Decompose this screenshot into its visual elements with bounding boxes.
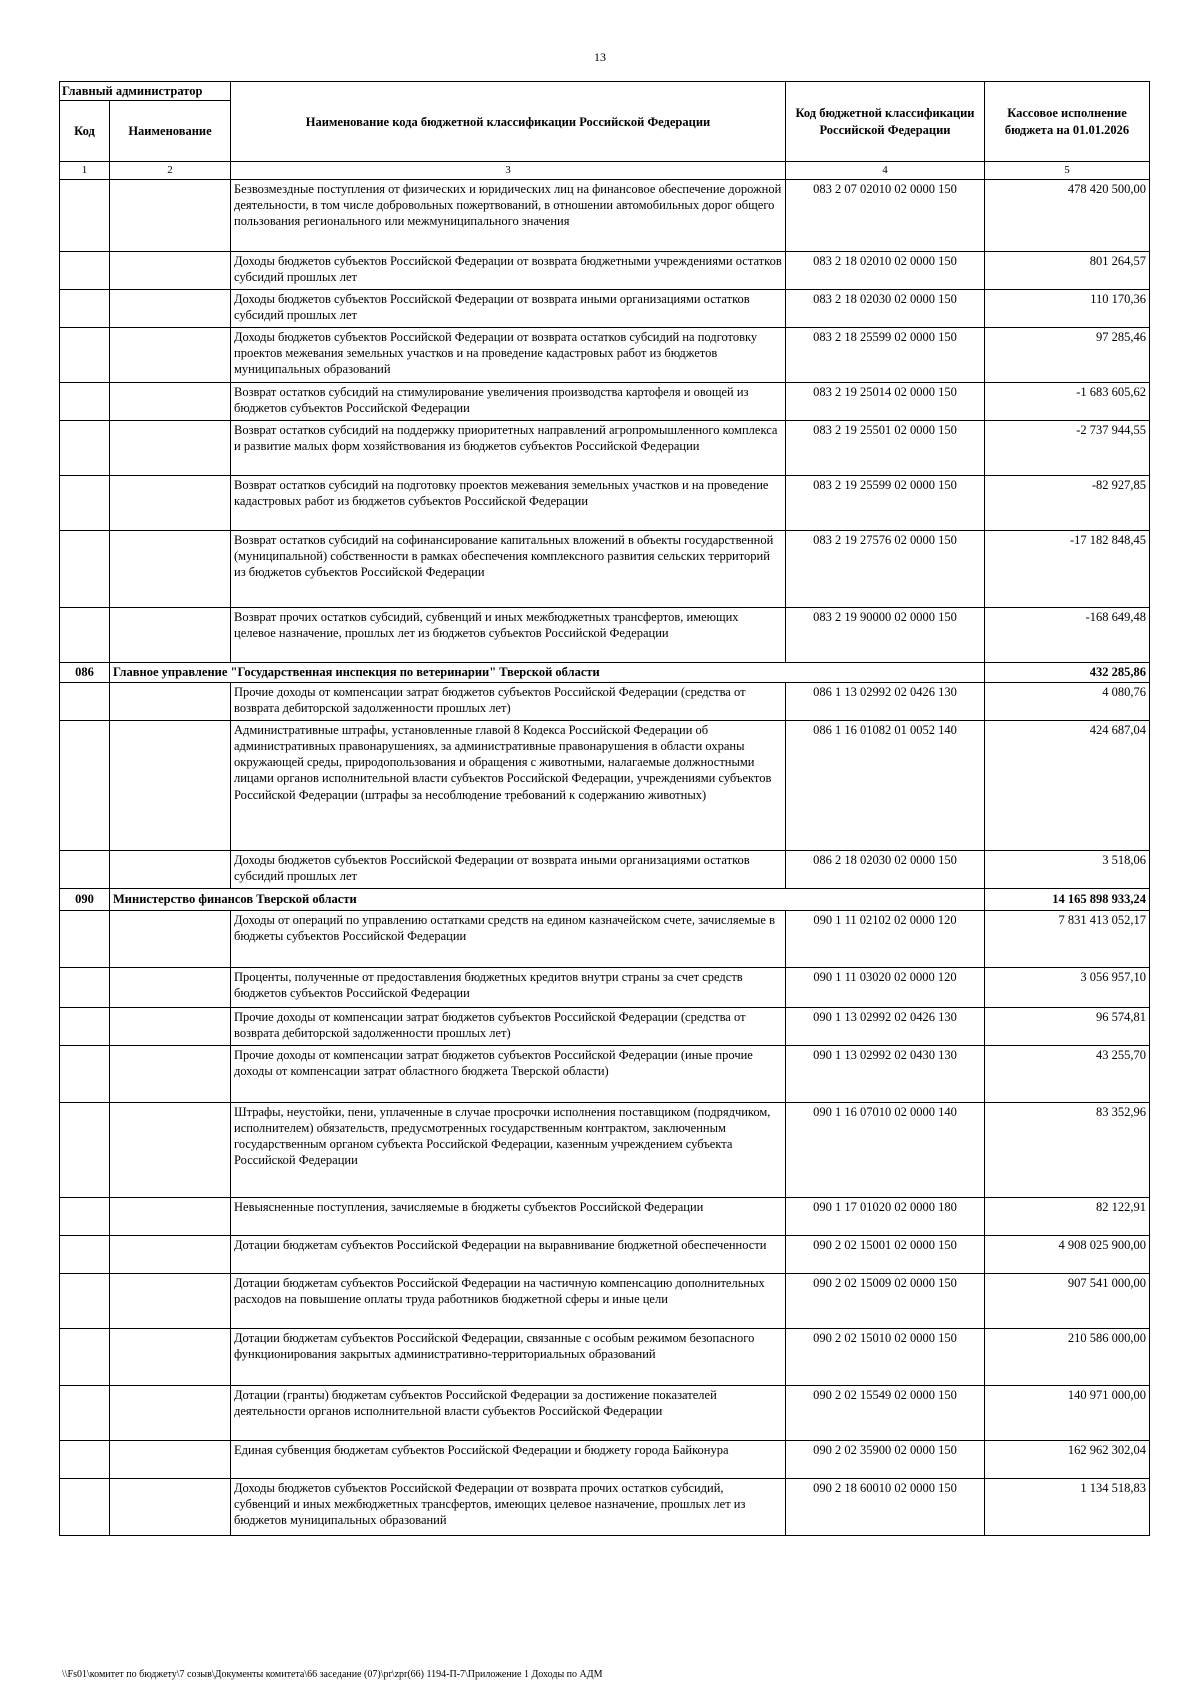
item-name: Доходы бюджетов субъектов Российской Федерации от возврата прочих остатков субсидий, субвенций и иных межбюджетных трансфертов, имеющих целевое назначение, прошлых лет из бюджетов муниципальных образований bbox=[231, 1478, 786, 1535]
table-row bbox=[60, 1385, 1150, 1440]
item-amount: 907 541 000,00 bbox=[985, 1273, 1150, 1328]
item-budget-code: 083 2 18 25599 02 0000 150 bbox=[786, 327, 985, 382]
item-amount: 140 971 000,00 bbox=[985, 1385, 1150, 1440]
empty-code-cell bbox=[60, 720, 110, 850]
empty-name-cell bbox=[110, 967, 231, 1007]
table-row bbox=[60, 530, 1150, 607]
empty-name-cell bbox=[110, 1102, 231, 1197]
item-budget-code: 083 2 19 90000 02 0000 150 bbox=[786, 607, 985, 662]
empty-code-cell bbox=[60, 682, 110, 720]
item-amount: 43 255,70 bbox=[985, 1045, 1150, 1102]
table-row bbox=[60, 682, 1150, 720]
empty-name-cell bbox=[110, 1478, 231, 1535]
item-name: Доходы бюджетов субъектов Российской Федерации от возврата остатков субсидий на подготовку проектов межевания земельных участков и на проведение кадастровых работ из бюджетов муниципальных образований bbox=[231, 327, 786, 382]
empty-code-cell bbox=[60, 1273, 110, 1328]
empty-code-cell bbox=[60, 475, 110, 530]
item-name: Дотации бюджетам субъектов Российской Федерации на выравнивание бюджетной обеспеченности bbox=[231, 1235, 786, 1273]
table-row bbox=[60, 1440, 1150, 1478]
item-name: Возврат остатков субсидий на стимулирование увеличения производства картофеля и овощей из бюджетов субъектов Российской Федерации bbox=[231, 382, 786, 420]
column-number: 1 bbox=[60, 162, 110, 179]
item-name: Дотации бюджетам субъектов Российской Федерации на частичную компенсацию дополнительных расходов на повышение оплаты труда работников бюджетной сферы и иные цели bbox=[231, 1273, 786, 1328]
empty-name-cell bbox=[110, 420, 231, 475]
item-name: Прочие доходы от компенсации затрат бюджетов субъектов Российской Федерации (средства от возврата дебиторской задолженности прошлых лет) bbox=[231, 1007, 786, 1045]
item-amount: -1 683 605,62 bbox=[985, 382, 1150, 420]
item-name: Возврат прочих остатков субсидий, субвенций и иных межбюджетных трансфертов, имеющих целевое назначение, прошлых лет из бюджетов субъектов Российской Федерации bbox=[231, 607, 786, 662]
header-budget-code: Код бюджетной классификации Российской Федерации bbox=[786, 82, 985, 162]
admin-total: 14 165 898 933,24 bbox=[985, 888, 1150, 910]
item-budget-code: 083 2 18 02010 02 0000 150 bbox=[786, 251, 985, 289]
item-amount: 97 285,46 bbox=[985, 327, 1150, 382]
empty-name-cell bbox=[110, 682, 231, 720]
item-amount: 3 518,06 bbox=[985, 850, 1150, 888]
item-name: Единая субвенция бюджетам субъектов Российской Федерации и бюджету города Байконура bbox=[231, 1440, 786, 1478]
item-budget-code: 083 2 19 25501 02 0000 150 bbox=[786, 420, 985, 475]
item-budget-code: 090 2 02 15010 02 0000 150 bbox=[786, 1328, 985, 1385]
item-budget-code: 090 1 16 07010 02 0000 140 bbox=[786, 1102, 985, 1197]
table-row bbox=[60, 1478, 1150, 1535]
item-budget-code: 083 2 19 25014 02 0000 150 bbox=[786, 382, 985, 420]
item-amount: 424 687,04 bbox=[985, 720, 1150, 850]
item-name: Возврат остатков субсидий на софинансирование капитальных вложений в объекты государственной (муниципальной) собственности в рамках обеспечения комплексного развития сельских территорий из бюджетов субъектов Российской Федерации bbox=[231, 530, 786, 607]
empty-name-cell bbox=[110, 289, 231, 327]
empty-code-cell bbox=[60, 1235, 110, 1273]
empty-name-cell bbox=[110, 607, 231, 662]
empty-name-cell bbox=[110, 1235, 231, 1273]
column-number: 5 bbox=[985, 162, 1150, 179]
item-budget-code: 090 1 13 02992 02 0426 130 bbox=[786, 1007, 985, 1045]
empty-code-cell bbox=[60, 607, 110, 662]
empty-code-cell bbox=[60, 179, 110, 251]
item-amount: 82 122,91 bbox=[985, 1197, 1150, 1235]
table-row bbox=[60, 475, 1150, 530]
header-classification-name: Наименование кода бюджетной классификации Российской Федерации bbox=[231, 82, 786, 162]
empty-code-cell bbox=[60, 420, 110, 475]
item-budget-code: 090 2 02 15549 02 0000 150 bbox=[786, 1385, 985, 1440]
header-main-admin: Главный администратор bbox=[60, 82, 231, 101]
item-name: Возврат остатков субсидий на поддержку приоритетных направлений агропромышленного комплекса и развитие малых форм хозяйствования из бюджетов субъектов Российской Федерации bbox=[231, 420, 786, 475]
item-budget-code: 090 2 02 15009 02 0000 150 bbox=[786, 1273, 985, 1328]
empty-code-cell bbox=[60, 1328, 110, 1385]
table-row bbox=[60, 179, 1150, 251]
item-amount: 478 420 500,00 bbox=[985, 179, 1150, 251]
table-row bbox=[60, 420, 1150, 475]
item-name: Дотации бюджетам субъектов Российской Федерации, связанные с особым режимом безопасного функционирования закрытых административно-территориальных образований bbox=[231, 1328, 786, 1385]
item-name: Возврат остатков субсидий на подготовку проектов межевания земельных участков и на проведение кадастровых работ из бюджетов субъектов Российской Федерации bbox=[231, 475, 786, 530]
item-amount: 4 080,76 bbox=[985, 682, 1150, 720]
table-row bbox=[60, 1102, 1150, 1197]
item-name: Доходы бюджетов субъектов Российской Федерации от возврата иными организациями остатков субсидий прошлых лет bbox=[231, 850, 786, 888]
empty-code-cell bbox=[60, 967, 110, 1007]
empty-code-cell bbox=[60, 382, 110, 420]
empty-name-cell bbox=[110, 530, 231, 607]
item-amount: -17 182 848,45 bbox=[985, 530, 1150, 607]
item-amount: 83 352,96 bbox=[985, 1102, 1150, 1197]
empty-code-cell bbox=[60, 910, 110, 967]
item-amount: -2 737 944,55 bbox=[985, 420, 1150, 475]
table-row bbox=[60, 910, 1150, 967]
page-number: 13 bbox=[594, 50, 606, 64]
table-row bbox=[60, 1328, 1150, 1385]
empty-name-cell bbox=[110, 1385, 231, 1440]
admin-total: 432 285,86 bbox=[985, 662, 1150, 682]
empty-name-cell bbox=[110, 251, 231, 289]
admin-row bbox=[60, 662, 1150, 682]
empty-name-cell bbox=[110, 910, 231, 967]
empty-code-cell bbox=[60, 1197, 110, 1235]
item-budget-code: 083 2 07 02010 02 0000 150 bbox=[786, 179, 985, 251]
item-budget-code: 090 1 13 02992 02 0430 130 bbox=[786, 1045, 985, 1102]
budget-table bbox=[59, 81, 1150, 1536]
item-amount: -82 927,85 bbox=[985, 475, 1150, 530]
admin-name: Главное управление "Государственная инспекция по ветеринарии" Тверской области bbox=[110, 662, 985, 682]
column-number: 2 bbox=[110, 162, 231, 179]
item-amount: 110 170,36 bbox=[985, 289, 1150, 327]
item-budget-code: 090 1 17 01020 02 0000 180 bbox=[786, 1197, 985, 1235]
empty-name-cell bbox=[110, 179, 231, 251]
table-row bbox=[60, 967, 1150, 1007]
table-row bbox=[60, 720, 1150, 850]
empty-code-cell bbox=[60, 1440, 110, 1478]
admin-code: 090 bbox=[60, 888, 110, 910]
item-amount: 96 574,81 bbox=[985, 1007, 1150, 1045]
item-name: Доходы от операций по управлению остатками средств на едином казначейском счете, зачисляемые в бюджеты субъектов Российской Федерации bbox=[231, 910, 786, 967]
column-number: 4 bbox=[786, 162, 985, 179]
table-row bbox=[60, 251, 1150, 289]
item-name: Доходы бюджетов субъектов Российской Федерации от возврата бюджетными учреждениями остатков субсидий прошлых лет bbox=[231, 251, 786, 289]
table-row bbox=[60, 327, 1150, 382]
item-name: Невыясненные поступления, зачисляемые в бюджеты субъектов Российской Федерации bbox=[231, 1197, 786, 1235]
table-row bbox=[60, 850, 1150, 888]
empty-code-cell bbox=[60, 1007, 110, 1045]
empty-code-cell bbox=[60, 1045, 110, 1102]
header-code: Код bbox=[60, 101, 110, 162]
item-amount: 7 831 413 052,17 bbox=[985, 910, 1150, 967]
table-row bbox=[60, 1045, 1150, 1102]
item-amount: 210 586 000,00 bbox=[985, 1328, 1150, 1385]
empty-code-cell bbox=[60, 289, 110, 327]
empty-code-cell bbox=[60, 530, 110, 607]
header-name: Наименование bbox=[110, 101, 231, 162]
item-amount: -168 649,48 bbox=[985, 607, 1150, 662]
item-name: Безвозмездные поступления от физических и юридических лиц на финансовое обеспечение дорожной деятельности, в том числе добровольных пожертвований, в отношении автомобильных дорог общего пользования регионального или межмуниципального значения bbox=[231, 179, 786, 251]
item-name: Проценты, полученные от предоставления бюджетных кредитов внутри страны за счет средств бюджетов субъектов Российской Федерации bbox=[231, 967, 786, 1007]
table-body bbox=[60, 179, 1150, 1535]
empty-name-cell bbox=[110, 1328, 231, 1385]
admin-row bbox=[60, 888, 1150, 910]
empty-code-cell bbox=[60, 327, 110, 382]
table-row bbox=[60, 1235, 1150, 1273]
empty-name-cell bbox=[110, 1273, 231, 1328]
admin-name: Министерство финансов Тверской области bbox=[110, 888, 985, 910]
item-budget-code: 090 2 18 60010 02 0000 150 bbox=[786, 1478, 985, 1535]
footer-path: \\Fs01\комитет по бюджету\7 созыв\Документы комитета\66 заседание (07)\pr\zpr(66) 1194-П-7\Приложение 1 Доходы по АДМ bbox=[62, 1669, 603, 1680]
table-row bbox=[60, 1273, 1150, 1328]
item-name: Прочие доходы от компенсации затрат бюджетов субъектов Российской Федерации (средства от возврата дебиторской задолженности прошлых лет) bbox=[231, 682, 786, 720]
table-row bbox=[60, 382, 1150, 420]
table-row bbox=[60, 289, 1150, 327]
item-amount: 1 134 518,83 bbox=[985, 1478, 1150, 1535]
item-budget-code: 083 2 18 02030 02 0000 150 bbox=[786, 289, 985, 327]
empty-name-cell bbox=[110, 1197, 231, 1235]
empty-code-cell bbox=[60, 1478, 110, 1535]
item-budget-code: 090 2 02 35900 02 0000 150 bbox=[786, 1440, 985, 1478]
item-amount: 801 264,57 bbox=[985, 251, 1150, 289]
item-name: Прочие доходы от компенсации затрат бюджетов субъектов Российской Федерации (иные прочие доходы от компенсации затрат областного бюджета Тверской области) bbox=[231, 1045, 786, 1102]
item-name: Штрафы, неустойки, пени, уплаченные в случае просрочки исполнения поставщиком (подрядчиком, исполнителем) обязательств, предусмотренных государственным контрактом, заключенным государственным органом субъекта Российской Федерации, казенным учреждением субъекта Российской Федерации bbox=[231, 1102, 786, 1197]
empty-code-cell bbox=[60, 1385, 110, 1440]
table-row bbox=[60, 1197, 1150, 1235]
empty-name-cell bbox=[110, 1440, 231, 1478]
empty-name-cell bbox=[110, 720, 231, 850]
item-budget-code: 086 1 13 02992 02 0426 130 bbox=[786, 682, 985, 720]
item-name: Административные штрафы, установленные главой 8 Кодекса Российской Федерации об административных правонарушениях, за административные правонарушения в области охраны окружающей среды, природопользования и обращения с животными, налагаемые должностными лицами органов исполнительной власти субъектов Российской Федерации, учреждениями субъектов Российской Федерации (штрафы за несоблюдение требований к содержанию животных) bbox=[231, 720, 786, 850]
empty-name-cell bbox=[110, 327, 231, 382]
item-amount: 3 056 957,10 bbox=[985, 967, 1150, 1007]
item-name: Доходы бюджетов субъектов Российской Федерации от возврата иными организациями остатков субсидий прошлых лет bbox=[231, 289, 786, 327]
empty-code-cell bbox=[60, 1102, 110, 1197]
item-budget-code: 086 2 18 02030 02 0000 150 bbox=[786, 850, 985, 888]
empty-name-cell bbox=[110, 1045, 231, 1102]
item-amount: 4 908 025 900,00 bbox=[985, 1235, 1150, 1273]
empty-name-cell bbox=[110, 850, 231, 888]
item-name: Дотации (гранты) бюджетам субъектов Российской Федерации за достижение показателей деятельности органов исполнительной власти субъектов Российской Федерации bbox=[231, 1385, 786, 1440]
item-budget-code: 083 2 19 27576 02 0000 150 bbox=[786, 530, 985, 607]
header-execution: Кассовое исполнение бюджета на 01.01.2026 bbox=[985, 82, 1150, 162]
item-budget-code: 090 1 11 03020 02 0000 120 bbox=[786, 967, 985, 1007]
empty-name-cell bbox=[110, 475, 231, 530]
table-row bbox=[60, 1007, 1150, 1045]
item-budget-code: 090 2 02 15001 02 0000 150 bbox=[786, 1235, 985, 1273]
empty-name-cell bbox=[110, 1007, 231, 1045]
item-budget-code: 086 1 16 01082 01 0052 140 bbox=[786, 720, 985, 850]
item-budget-code: 090 1 11 02102 02 0000 120 bbox=[786, 910, 985, 967]
table-row bbox=[60, 607, 1150, 662]
column-number: 3 bbox=[231, 162, 786, 179]
column-number-row bbox=[60, 162, 1150, 179]
empty-name-cell bbox=[110, 382, 231, 420]
item-amount: 162 962 302,04 bbox=[985, 1440, 1150, 1478]
admin-code: 086 bbox=[60, 662, 110, 682]
empty-code-cell bbox=[60, 251, 110, 289]
item-budget-code: 083 2 19 25599 02 0000 150 bbox=[786, 475, 985, 530]
empty-code-cell bbox=[60, 850, 110, 888]
